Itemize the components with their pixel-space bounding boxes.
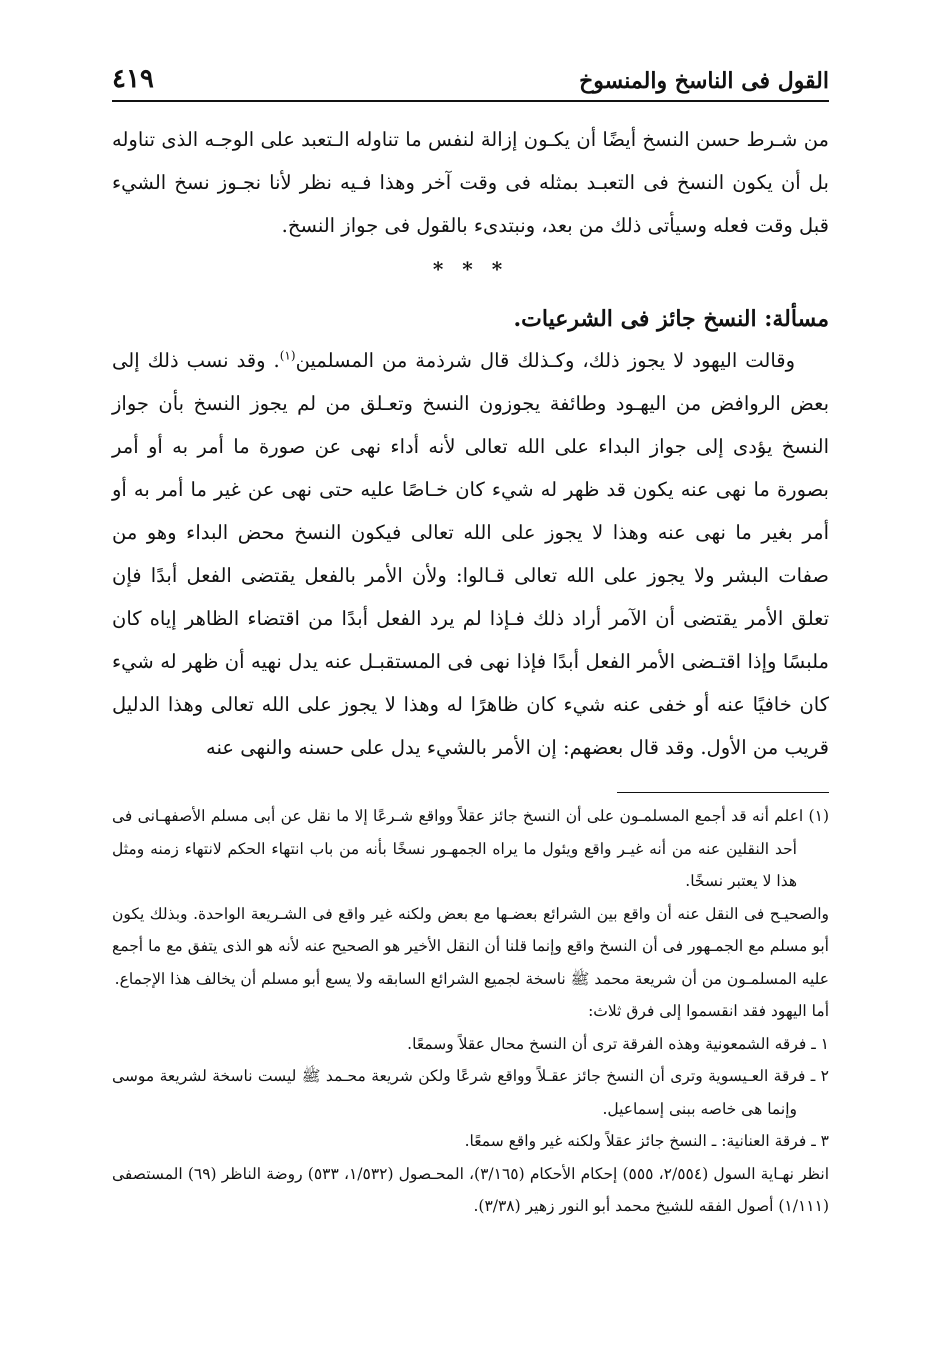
section-separator: * * * [432,257,509,281]
opening-paragraph: من شـرط حسن النسخ أيضًا أن يكـون إزالة لنفس ما تناوله الـتعبد على الوجـه الذى تناوله بل أن يكون النسخ فى التعبـد بمثله فى وقت آخر وهذا فـيه نظر لأنا نجـوز نسخ الشيء قبل وقت فعله وسيأتى ذلك من بعد، ونبتدىء بالقول فى جواز النسخ. [112,128,829,237]
footnote-sect-1: ١ ـ فرقه الشمعونية وهذه الفرقة ترى أن النسخ محال عقلاً وسمعًا. [407,1034,829,1053]
footnote-1-paragraph-2: والصحيـح فى النقل عنه أن واقع بين الشرائع بعضـها مع بعض ولكنه غير واقع فى الشـريعة الواحدة. وبذلك يكون أبو مسلم مع الجمـهور فى أن النسخ واقع وإنما قلنا أن النقل الأخير هو الصحيح عنه لأنه هو الذى يتفق مع ما أجمع عليه المسلمـون من أن شريعة محمد ﷺ ناسخة لجميع الشرائع السابقه ولا يسع أبو مسلم أن يخالف هذا الإجماع. [112,904,829,988]
footnote-reference: (١) [279,348,296,363]
footnote-sect-2: ٢ ـ فرقة العـيسوية وترى أن النسخ جائز عقـلاً وواقع شرعًا ولكن شريعة محـمد ﷺ ليست ناسخة لشريعة موسى وإنما هى خاصه ببنى إسماعيل. [112,1067,829,1118]
page-header [112,56,829,102]
section-heading: مسألة: النسخ جائز فى الشرعيات. [513,306,829,332]
paragraph-rest: . وقد نسب ذلك إلى بعض الروافض من اليهـود وطائفة يجوزون النسخ وتعـلق من لم يجوز النسخ بأن جواز النسخ يؤدى إلى جواز البداء على الله تعالى لأنه أداء نهى عن صورة ما أمر به أو أمر بصورة ما نهى عنه يكون قد ظهر له شيء كان خـاصًا عليه حتى نهى عن غير ما أمر به أو أمر بغير ما نهى عنه وهذا لا يجوز على الله تعالى فيكون النسخ محض البداء وهو من صفات البشر ولا يجوز على الله تعالى قـالوا: ولأن الأمر بالفعل يقتضى الفعل أبدًا فإن تعلق الأمر يقتضى أن الآمر أراد ذلك فـإذا لم يرد الفعل أبدًا من اقتضاء الظاهر إياه كان ملبسًا وإذا اقتـضى الأمر الفعل أبدًا فإذا نهى فى المستقبـل عنه يدل نهيه أن ظهر له شيء كان خافيًا عنه أو خفى عنه شيء كان ظاهرًا له وهذا لا يجوز على الله تعالى وهذا الدليل قريب من الأول. وقد قال بعضهم: إن الأمر بالشيء يدل على حسنه والنهى عنه [112,349,829,759]
footnote-rule [617,792,829,793]
footnote-sect-3: ٣ ـ فرقة العنانية: ـ النسخ جائز عقلاً ولكنه غير واقع سمعًا. [464,1132,829,1150]
main-text [112,118,829,769]
footnote-1: (١) اعلم أنه قد أجمع المسلمـون على أن النسخ جائز عقلاً وواقع شـرعًا إلا ما نقل عن أبى مسلم الأصفهـانى فى أحد النقلين عنه من أنه غيـر واقع ويئول ما يراه الجمهـور نسخًا بأنه من باب انتهاء الحكم لانتهاء زمنه ومثل هذا لا يعتبر نسخًا. [112,807,829,890]
footnote-references: انظر نهـاية السول (٢/٥٥٤، ٥٥٥) إحكام الأحكام (٣/١٦٥)، المحـصول (١/٥٣٢، ٥٣٣) روضة الناظر (٦٩) المستصفى (١/١١١) أصول الفقه للشيخ محمد أبو النور زهير (٣/٣٨). [112,1164,830,1215]
paragraph-lead: وقالت اليهود لا يجوز ذلك، وكـذلك قال شرذمة من المسلمين [295,349,796,372]
page-number: ٤١٩ [112,64,154,94]
running-title: القول فى الناسخ والمنسوخ [579,68,829,94]
footnote-jews-intro: أما اليهود فقد انقسموا إلى فرق ثلاث: [588,1002,829,1020]
footnotes [112,800,829,1223]
main-paragraph [112,339,829,769]
